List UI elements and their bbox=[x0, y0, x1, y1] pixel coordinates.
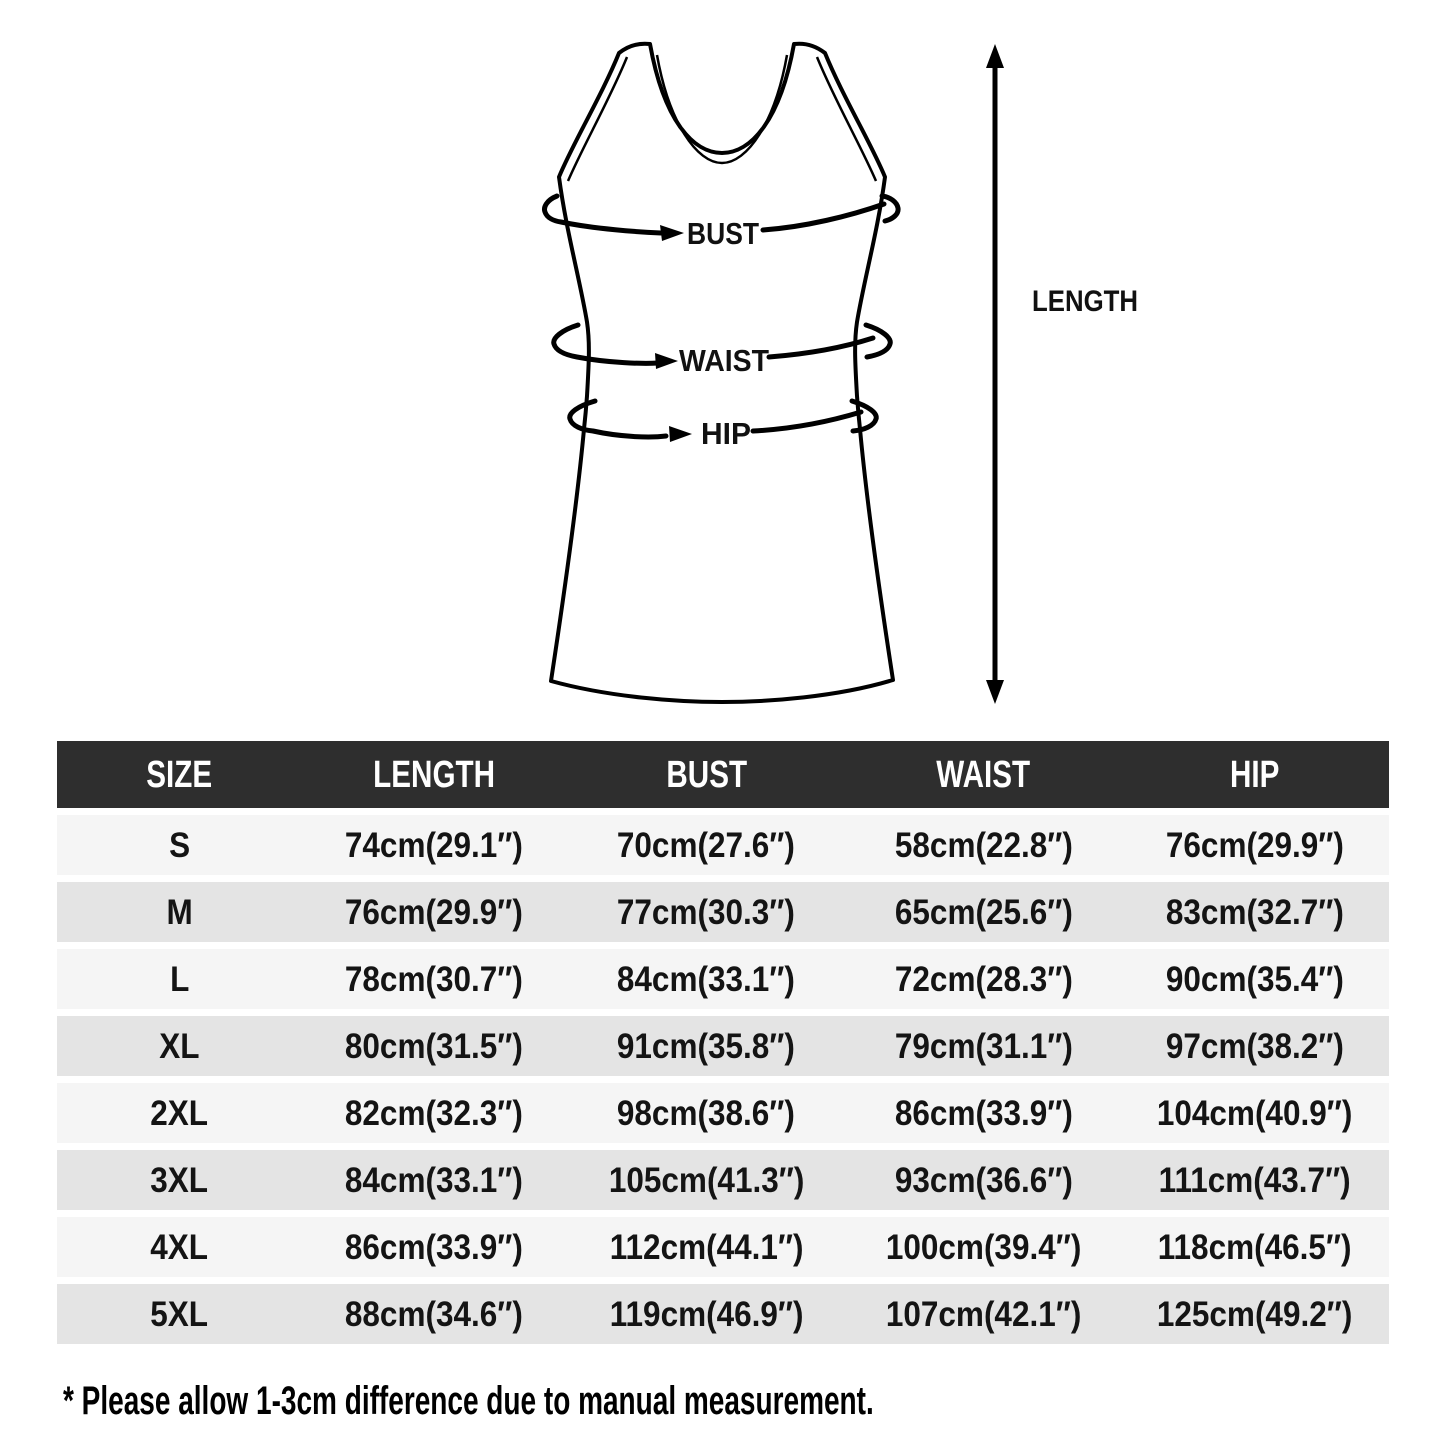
header-waist: WAIST bbox=[936, 753, 1031, 796]
bust-cell: 105cm(41.3″) bbox=[608, 1160, 805, 1200]
header-hip: HIP bbox=[1229, 753, 1280, 796]
table-row-2xl bbox=[57, 1083, 1389, 1143]
length-cell: 74cm(29.1″) bbox=[344, 825, 523, 865]
table-row-m bbox=[57, 882, 1389, 942]
hip-cell: 76cm(29.9″) bbox=[1165, 825, 1344, 865]
waist-cell: 86cm(33.9″) bbox=[894, 1093, 1073, 1133]
bust-cell: 98cm(38.6″) bbox=[617, 1093, 796, 1133]
length-cell: 78cm(30.7″) bbox=[344, 959, 523, 999]
length-cell: 80cm(31.5″) bbox=[344, 1026, 523, 1066]
hip-cell: 83cm(32.7″) bbox=[1165, 892, 1344, 932]
table-body bbox=[57, 815, 1389, 1344]
size-cell: 5XL bbox=[150, 1294, 209, 1334]
measurement-disclaimer: * Please allow 1-3cm difference due to manual measurement. bbox=[63, 1379, 874, 1423]
length-cell: 84cm(33.1″) bbox=[344, 1160, 523, 1200]
size-cell: 3XL bbox=[150, 1160, 209, 1200]
length-cell: 76cm(29.9″) bbox=[344, 892, 523, 932]
waist-cell: 72cm(28.3″) bbox=[894, 959, 1073, 999]
hip-cell: 90cm(35.4″) bbox=[1165, 959, 1344, 999]
waist-cell: 58cm(22.8″) bbox=[894, 825, 1073, 865]
length-arrowhead-down-icon bbox=[986, 680, 1004, 704]
table-row-3xl bbox=[57, 1150, 1389, 1210]
length-cell: 86cm(33.9″) bbox=[344, 1227, 523, 1267]
hip-label: HIP bbox=[701, 416, 751, 451]
header-length: LENGTH bbox=[373, 753, 495, 796]
hip-cell: 111cm(43.7″) bbox=[1158, 1160, 1351, 1200]
waist-label: WAIST bbox=[679, 343, 770, 378]
bust-cell: 112cm(44.1″) bbox=[609, 1227, 804, 1267]
waist-cell: 65cm(25.6″) bbox=[894, 892, 1073, 932]
size-cell: 4XL bbox=[150, 1227, 209, 1267]
size-table bbox=[57, 741, 1389, 1344]
length-arrowhead-up-icon bbox=[986, 44, 1004, 68]
length-arrow bbox=[986, 44, 1004, 704]
bust-cell: 70cm(27.6″) bbox=[617, 825, 796, 865]
size-cell: XL bbox=[159, 1026, 200, 1066]
bust-cell: 77cm(30.3″) bbox=[617, 892, 796, 932]
waist-cell: 107cm(42.1″) bbox=[885, 1294, 1082, 1334]
waist-cell: 100cm(39.4″) bbox=[885, 1227, 1082, 1267]
header-size: SIZE bbox=[146, 753, 213, 796]
table-row-xl bbox=[57, 1016, 1389, 1076]
length-cell: 82cm(32.3″) bbox=[344, 1093, 523, 1133]
table-row-s bbox=[57, 815, 1389, 875]
table-row-l bbox=[57, 949, 1389, 1009]
size-cell: L bbox=[169, 959, 190, 999]
length-cell: 88cm(34.6″) bbox=[344, 1294, 523, 1334]
table-header-row bbox=[57, 741, 1389, 808]
bust-label: BUST bbox=[687, 216, 760, 251]
bust-cell: 84cm(33.1″) bbox=[617, 959, 796, 999]
hip-cell: 97cm(38.2″) bbox=[1165, 1026, 1344, 1066]
bust-cell: 91cm(35.8″) bbox=[617, 1026, 796, 1066]
hip-cell: 125cm(49.2″) bbox=[1156, 1294, 1353, 1334]
length-label: LENGTH bbox=[1032, 285, 1138, 318]
hip-cell: 104cm(40.9″) bbox=[1156, 1093, 1353, 1133]
size-cell: 2XL bbox=[150, 1093, 209, 1133]
waist-cell: 93cm(36.6″) bbox=[894, 1160, 1073, 1200]
size-cell: M bbox=[166, 892, 193, 932]
hip-cell: 118cm(46.5″) bbox=[1157, 1227, 1352, 1267]
header-bust: BUST bbox=[665, 753, 747, 796]
table-row-4xl bbox=[57, 1217, 1389, 1277]
waist-cell: 79cm(31.1″) bbox=[894, 1026, 1073, 1066]
size-cell: S bbox=[169, 825, 191, 865]
bust-cell: 119cm(46.9″) bbox=[609, 1294, 804, 1334]
table-row-5xl bbox=[57, 1284, 1389, 1344]
